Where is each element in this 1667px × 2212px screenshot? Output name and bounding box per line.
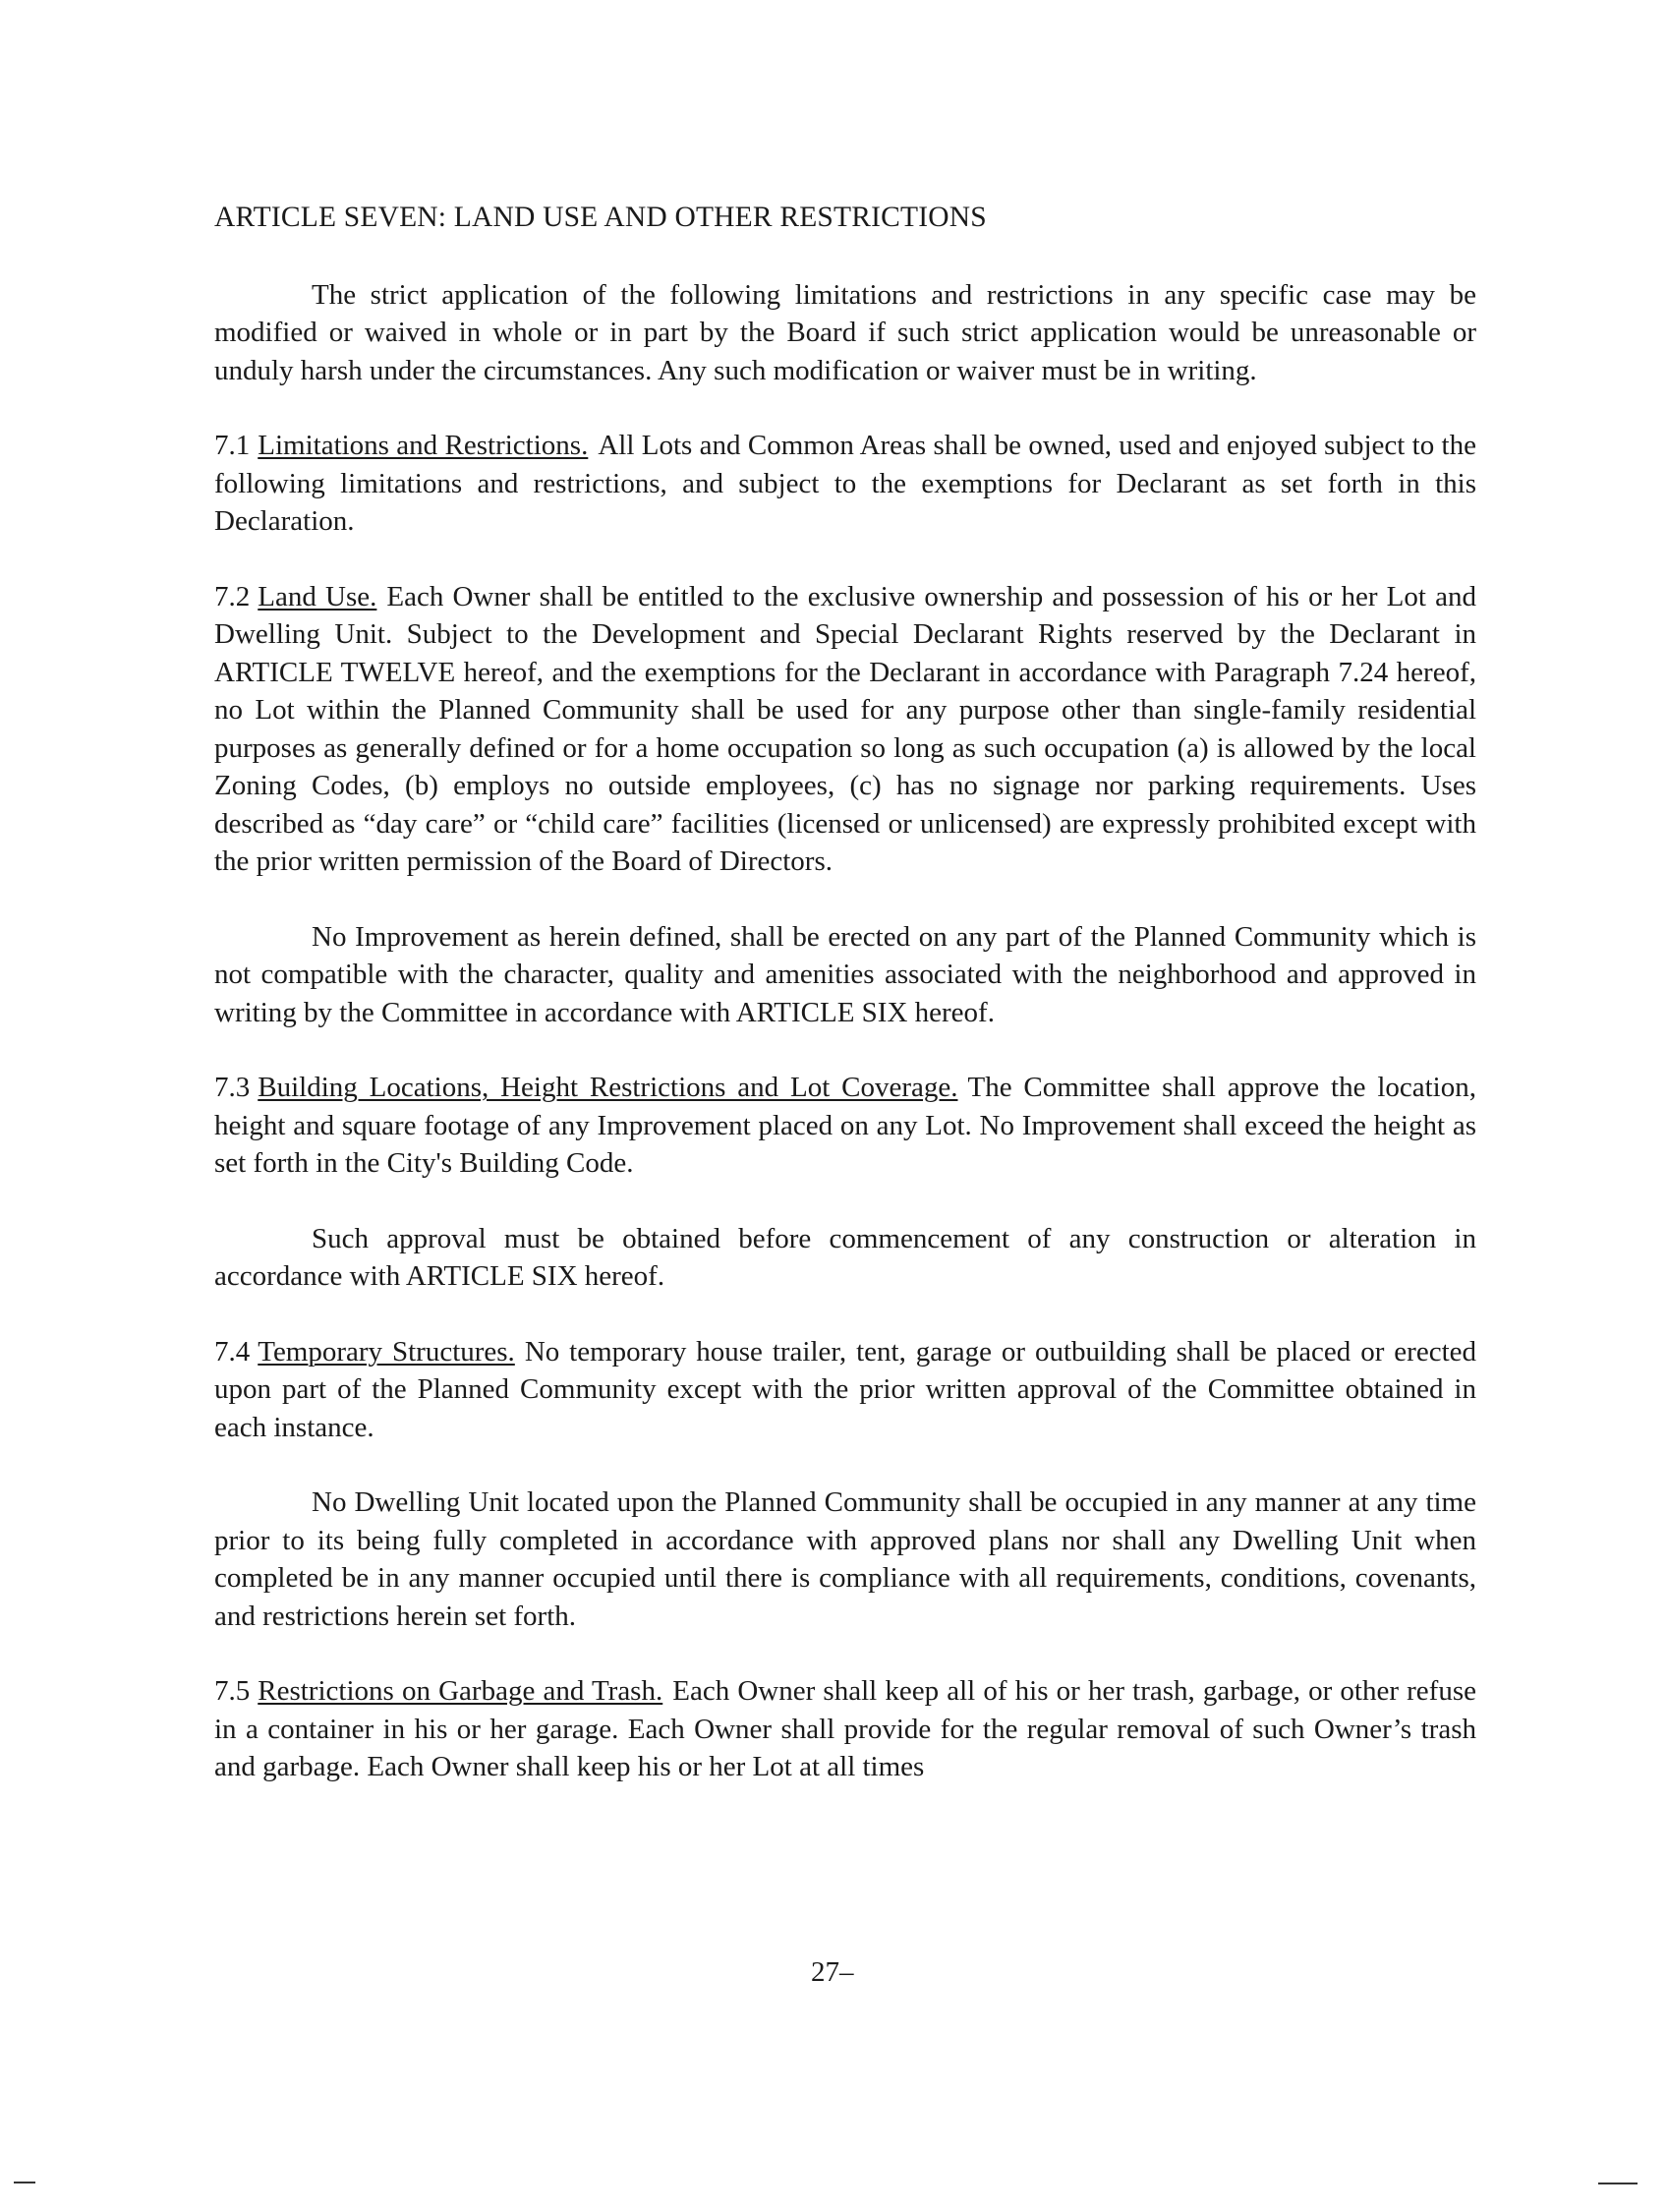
section-title: Building Locations, Height Restrictions and Lot Coverage. (258, 1072, 958, 1103)
section-text: Each Owner shall keep all of his or her trash, garbage, or other refuse in a container in his or her garage. Each Owner shall provide for the regular removal of such Owner’s trash and garbage. Each Owner shall keep his or her Lot at all times (214, 1675, 1476, 1782)
section-title: Restrictions on Garbage and Trash. (258, 1675, 663, 1707)
section-number: 7.2 (214, 580, 251, 612)
section-number: 7.3 (214, 1072, 251, 1103)
section-7-3-continuation: Such approval must be obtained before commencement of any construction or alteration in accordance with ARTICLE SIX hereof. (214, 1222, 1476, 1292)
section-7-3 (214, 1069, 1476, 1183)
section-title: Land Use. (258, 580, 377, 612)
scan-artifact-mark (1598, 2183, 1638, 2184)
section-text: Each Owner shall be entitled to the exclusive ownership and possession of his or her Lot and Dwelling Unit. Subject to the Development and Special Declarant Rights reserved by the Declarant in ARTICLE TWELVE hereof, and the exemptions for the Declarant in accordance with Paragraph 7.24 hereof, no Lot within the Planned Community shall be used for any purpose other than single-family residential purposes as generally defined or for a home occupation so long as such occupation (a) is allowed by the local Zoning Codes, (b) employs no outside employees, (c) has no signage nor parking requirements. Uses described as “day care” or “child care” facilities (licensed or unlicensed) are expressly prohibited except with the prior written permission of the Board of Directors. (214, 580, 1477, 877)
section-7-2-continuation: No Improvement as herein defined, shall be erected on any part of the Planned Community which is not compatible with the character, quality and amenities associated with the neighborhood and approved in writing by the Committee in accordance with ARTICLE SIX hereof. (214, 920, 1476, 1028)
section-number: 7.5 (214, 1675, 251, 1707)
section-7-5 (214, 1672, 1476, 1786)
section-7-2 (214, 578, 1476, 881)
section-title: Limitations and Restrictions. (258, 430, 589, 461)
intro-paragraph: The strict application of the following limitations and restrictions in any specific case may be modified or waived in whole or in part by the Board if such strict application would be unreasonable or unduly harsh under the circumstances. Any such modification or waiver must be in writing. (214, 278, 1476, 386)
article-heading: ARTICLE SEVEN: LAND USE AND OTHER RESTRICTIONS (214, 202, 987, 233)
scan-artifact-mark (14, 2182, 35, 2183)
section-7-1 (214, 427, 1476, 541)
section-text: All Lots and Common Areas shall be owned, used and enjoyed subject to the following limitations and restrictions, and subject to the exemptions for Declarant as set forth in this Declaration. (214, 430, 1476, 537)
page-number: 27– (811, 1956, 854, 1988)
section-number: 7.4 (214, 1335, 251, 1368)
document-body (214, 199, 1476, 1824)
section-7-4-continuation: No Dwelling Unit located upon the Planned Community shall be occupied in any manner at any time prior to its being fully completed in accordance with approved plans nor shall any Dwelling Unit when completed be in any manner occupied until there is compliance with all requirements, conditions, covenants, and restrictions herein set forth. (214, 1486, 1476, 1632)
section-number: 7.1 (214, 430, 251, 461)
section-7-4 (214, 1333, 1476, 1447)
section-title: Temporary Structures. (258, 1335, 515, 1368)
section-text: No temporary house trailer, tent, garage or outbuilding shall be placed or erected upon part of the Planned Community except with the prior written approval of the Committee obtained in each instance. (214, 1335, 1477, 1443)
section-text: The Committee shall approve the location, height and square footage of any Improvement placed on any Lot. No Improvement shall exceed the height as set forth in the City's Building Code. (214, 1072, 1476, 1179)
